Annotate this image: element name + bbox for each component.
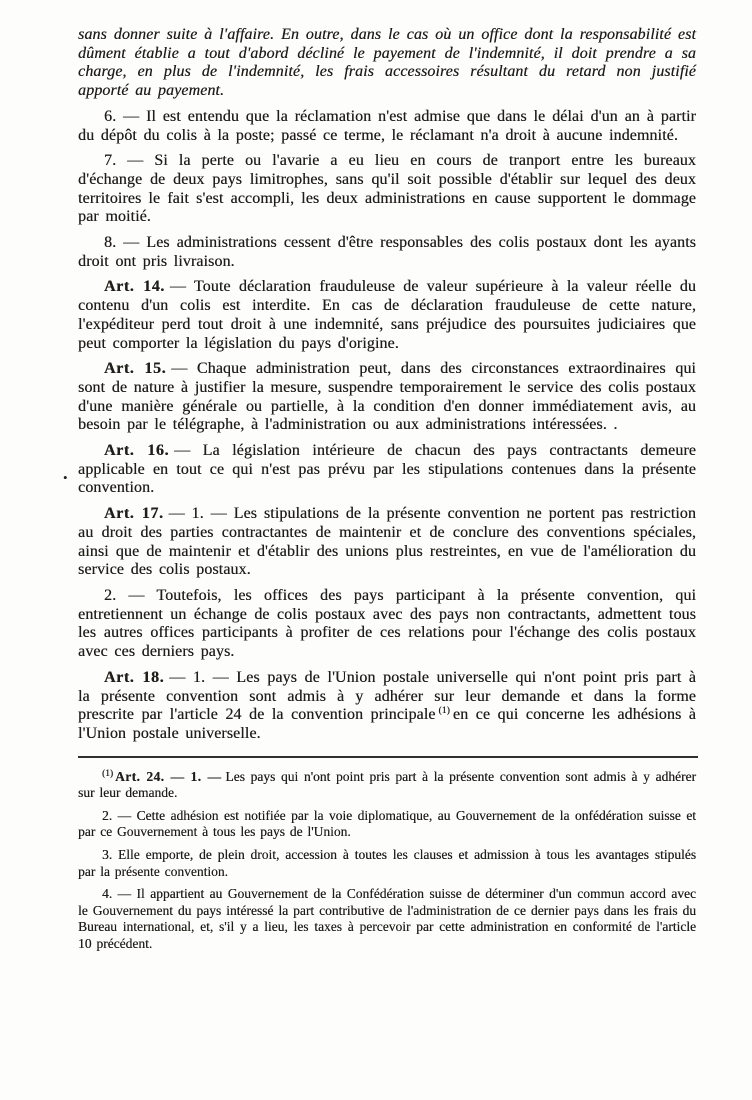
paragraph-text: — Chaque administration peut, dans des circonstances extraordinaires qui sont de nature à justifier la mesure, suspendre temporairement le service des colis postaux d'une manière générale ou partielle, à la condition d'en donner immédiatement avis, au besoin par le télégraphe, à l'administration ou aux administrations intéressées. . [78,360,696,434]
paragraph-text: — Toute déclaration frauduleuse de valeur supérieure à la valeur réelle du contenu d'un colis est interdite. En cas de déclaration frauduleuse de cette nature, l'expéditeur perd tout droit à une indemnité, sans préjudice des poursuites judiciaires que peut comporter la législation du pays d'origine. [78,278,696,352]
paragraph-clause-7 [78,152,696,227]
paragraph-article-16 [78,442,696,498]
text-block [78,26,696,959]
paragraph-text: — La législation intérieure de chacun des pays contractants demeure applicable en tout ce qui n'est pas prévu par les stipulations contenues dans la présente convention. [78,442,696,497]
paragraph-text: 2. — Toutefois, les offices des pays participant à la présente convention, qui entretiennent un échange de colis postaux avec des pays non contractants, admettent tous les autres offices participants à profiter de ces relations pour l'échange des colis postaux avec ces derniers pays. [78,586,696,661]
footnote-clause-3 [78,847,696,880]
article-label: Art. 15. [104,360,167,378]
footnote-text: 3. Elle emporte, de plein droit, accession à toutes les clauses et admission à tous les avantages stipulés par la présente convention. [78,846,696,879]
paragraph-text: — 1. — Les stipulations de la présente convention ne portent pas restriction au droit des parties contractantes de maintenir et de conclure des conventions spéciales, ainsi que de maintenir et d'établir des unions plus restreintes, en vue de l'amélioration du service des colis postaux. [78,505,696,579]
paragraph-continuation [78,26,696,101]
footnote-clause-4 [78,886,696,952]
paragraph-article-14 [78,278,696,353]
article-label: Art. 14. [104,278,165,296]
article-label: Art. 16. [104,442,170,460]
paragraph-article-17 [78,505,696,580]
footnote-reference-marker: (1) [438,706,450,717]
footnote-text: Les pays qui n'ont point pris part à la présente convention sont admis à y adhérer sur leur demande. [78,768,696,801]
paragraph-clause-6 [78,108,696,145]
paragraph-article-18 [78,669,696,744]
article-label: Art. 18. [104,668,165,686]
footnote-separator-rule [78,756,698,758]
paragraph-text: 7. — Si la perte ou l'avarie a eu lieu en cours de tranport entre les bureaux d'échange de deux pays limitrophes, sans qu'il soit possible d'établir sur lequel des deux territoires le fait s'est accompli, les deux administrations en cause supportent le dommage par moitié. [78,152,696,226]
paragraph-text: 6. — Il est entendu que la réclamation n'est admise que dans le délai d'un an à partir du dépôt du colis à la poste; passé ce terme, le réclamant n'a droit à aucune indemnité. [78,107,696,144]
footnote-article-24-clause-1 [78,769,696,802]
paragraph-article-17-clause-2 [78,587,696,662]
footnote-text: 4. — Il appartient au Gouvernement de la Confédération suisse de déterminer d'un commun accord avec le Gouvernement du pays intéressé la part contributive de l'administration de ce dernier pays dans les frais du Bureau international, et, s'il y a lieu, les taxes à percevoir par cette administration en conformité de l'article 10 précédent. [78,886,696,951]
paragraph-text: sans donner suite à l'affaire. En outre, dans le cas où un office dont la responsabilité est dûment établie a tout d'abord décliné le payement de l'indemnité, il doit prendre a sa charge, en plus de l'indemnité, les frais accessoires résultant du retard non justifié apporté au payement. [78,26,696,100]
paragraph-article-15 [78,360,696,435]
margin-ink-dot: • [63,470,68,485]
paragraph-text: en ce qui concerne les adhésions à l'Union postale universelle. [78,706,696,742]
paragraph-text: 8. — Les administrations cessent d'être responsables des colis postaux dont les ayants droit ont pris livraison. [78,234,696,270]
paragraph-clause-8 [78,234,696,271]
paragraph-text: — 1. — Les pays de l'Union postale universelle qui n'ont point pris part à la présente convention sont admis à y adhérer sur leur demande et dans la forme prescrite par l'article 24 de la convention principale [78,668,696,724]
article-label: Art. 24. — 1. — [115,768,222,784]
footnote-text: 2. — Cette adhésion est notifiée par la voie diplomatique, au Gouvernement de la onfédération suisse et par ce Gouvernement à tous les pays de l'Union. [78,807,696,840]
footnote-clause-2 [78,808,696,841]
footnote-marker: (1) [102,768,114,779]
article-label: Art. 17. [104,505,164,523]
